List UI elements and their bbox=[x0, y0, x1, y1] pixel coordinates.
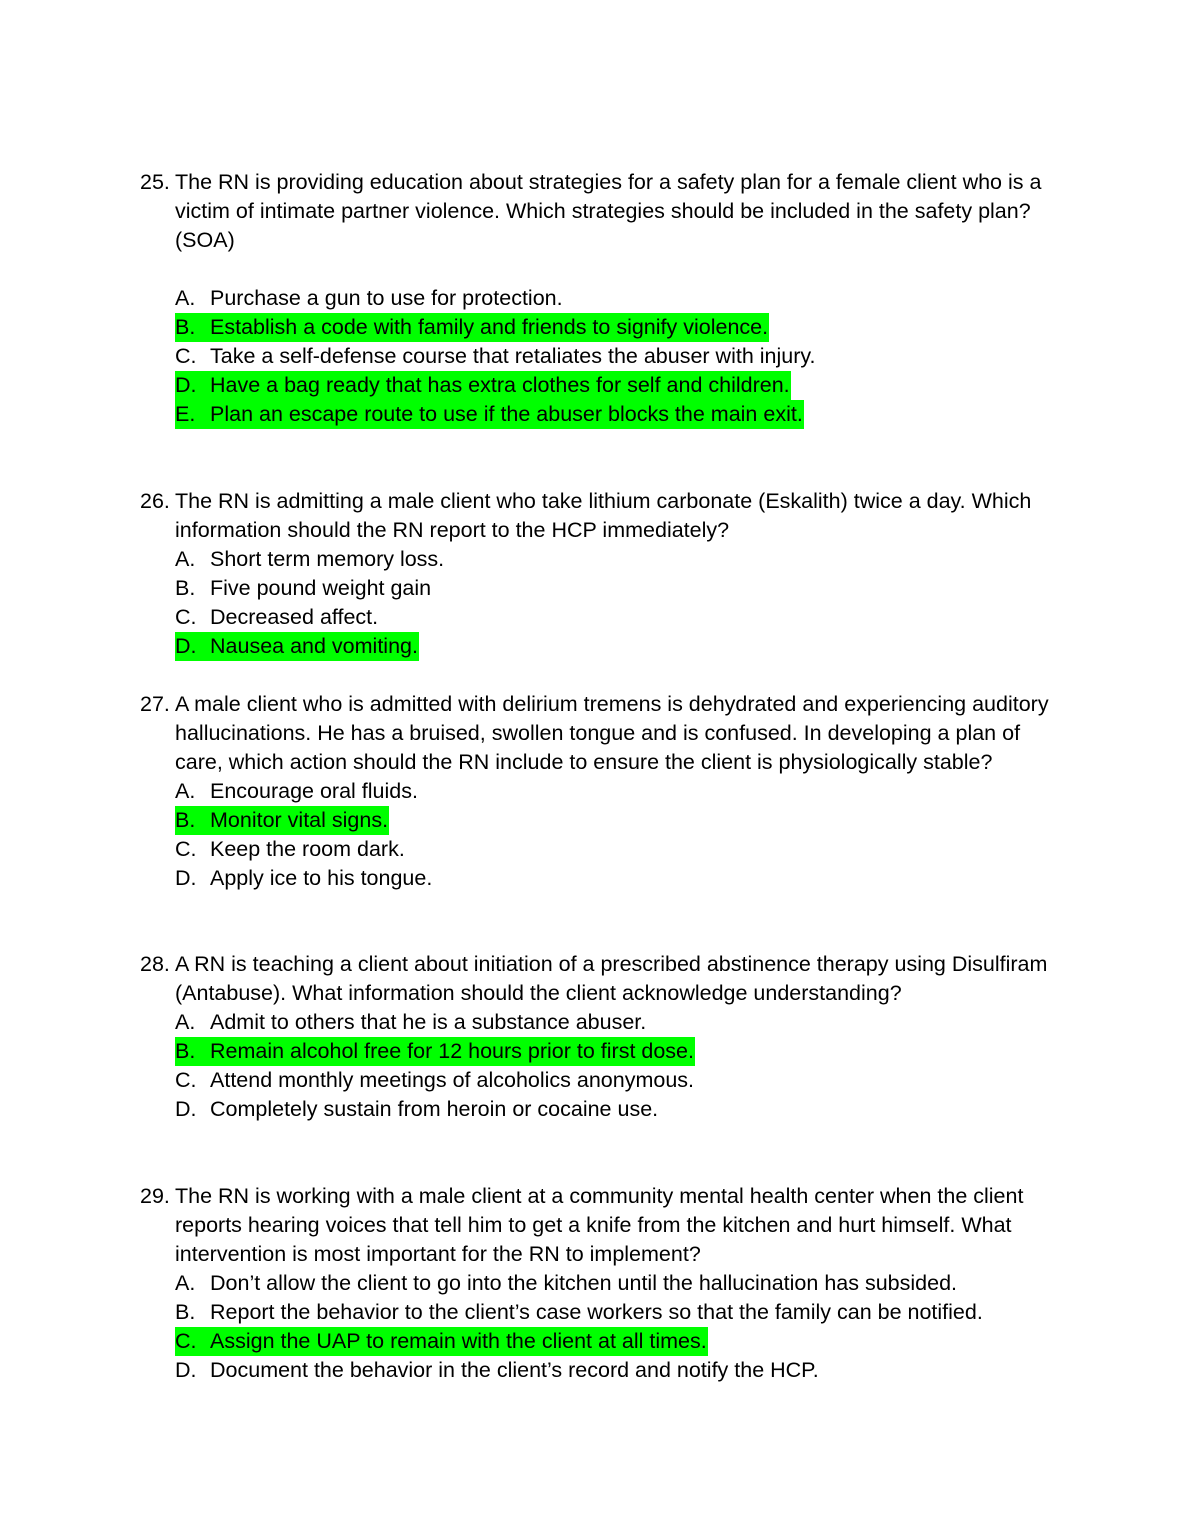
option-letter: A. bbox=[175, 286, 196, 310]
option-a bbox=[175, 1008, 1070, 1037]
option-letter: B. bbox=[175, 1039, 196, 1063]
question-27 bbox=[140, 690, 1070, 893]
option-text: Five pound weight gain bbox=[210, 576, 432, 600]
option-text: Have a bag ready that has extra clothes for self and children. bbox=[210, 373, 790, 397]
option-list bbox=[140, 284, 1070, 429]
option-a bbox=[175, 1269, 1070, 1298]
option-d bbox=[175, 632, 1070, 661]
option-text: Nausea and vomiting. bbox=[210, 634, 418, 658]
option-text: Take a self-defense course that retaliates the abuser with injury. bbox=[210, 344, 816, 368]
option-b bbox=[175, 1298, 1070, 1327]
option-b bbox=[175, 1037, 1070, 1066]
question-25 bbox=[140, 168, 1070, 429]
option-list bbox=[140, 1269, 1070, 1385]
option-text: Encourage oral fluids. bbox=[210, 779, 418, 803]
question-text: The RN is admitting a male client who take lithium carbonate (Eskalith) twice a day. Which information should the RN report to the HCP immediately? bbox=[175, 489, 1032, 542]
option-text: Completely sustain from heroin or cocaine use. bbox=[210, 1097, 659, 1121]
option-c bbox=[175, 342, 1070, 371]
question-text: A RN is teaching a client about initiation of a prescribed abstinence therapy using Disulfiram (Antabuse). What information should the client acknowledge understanding? bbox=[175, 952, 1048, 1005]
question-text: The RN is providing education about strategies for a safety plan for a female client who is a victim of intimate partner violence. Which strategies should be included in the safety plan? (SOA) bbox=[175, 170, 1042, 252]
option-letter: D. bbox=[175, 373, 197, 397]
option-text: Report the behavior to the client’s case workers so that the family can be notified. bbox=[210, 1300, 983, 1324]
question-header bbox=[140, 950, 1070, 1008]
answer-highlight bbox=[175, 806, 389, 835]
option-letter: E. bbox=[175, 402, 196, 426]
option-text: Establish a code with family and friends to signify violence. bbox=[210, 315, 769, 339]
option-text: Assign the UAP to remain with the client at all times. bbox=[210, 1329, 707, 1353]
question-26 bbox=[140, 487, 1070, 661]
option-letter: D. bbox=[175, 1358, 197, 1382]
question-28 bbox=[140, 950, 1070, 1124]
option-a bbox=[175, 545, 1070, 574]
option-list bbox=[140, 1008, 1070, 1124]
answer-highlight bbox=[175, 400, 804, 429]
option-a bbox=[175, 777, 1070, 806]
option-letter: B. bbox=[175, 315, 196, 339]
answer-highlight bbox=[175, 313, 769, 342]
option-letter: D. bbox=[175, 634, 197, 658]
option-c bbox=[175, 835, 1070, 864]
option-letter: C. bbox=[175, 1329, 197, 1353]
option-text: Keep the room dark. bbox=[210, 837, 405, 861]
option-d bbox=[175, 1356, 1070, 1385]
option-letter: C. bbox=[175, 605, 197, 629]
option-letter: D. bbox=[175, 1097, 197, 1121]
option-text: Don’t allow the client to go into the kitchen until the hallucination has subsided. bbox=[210, 1271, 957, 1295]
option-c bbox=[175, 1066, 1070, 1095]
option-text: Decreased affect. bbox=[210, 605, 379, 629]
option-text: Plan an escape route to use if the abuser blocks the main exit. bbox=[210, 402, 803, 426]
option-letter: B. bbox=[175, 808, 196, 832]
option-text: Purchase a gun to use for protection. bbox=[210, 286, 563, 310]
option-text: Short term memory loss. bbox=[210, 547, 445, 571]
answer-highlight bbox=[175, 632, 419, 661]
question-text: The RN is working with a male client at a community mental health center when the client reports hearing voices that tell him to get a knife from the kitchen and hurt himself. What intervention is most important for the RN to implement? bbox=[175, 1184, 1024, 1266]
option-letter: C. bbox=[175, 344, 197, 368]
answer-highlight bbox=[175, 371, 791, 400]
option-c bbox=[175, 603, 1070, 632]
option-text: Admit to others that he is a substance abuser. bbox=[210, 1010, 647, 1034]
question-header bbox=[140, 1182, 1070, 1269]
question-number: 29. bbox=[140, 1184, 170, 1208]
option-letter: A. bbox=[175, 1271, 196, 1295]
option-letter: C. bbox=[175, 837, 197, 861]
question-29 bbox=[140, 1182, 1070, 1385]
option-text: Monitor vital signs. bbox=[210, 808, 389, 832]
question-text: A male client who is admitted with delirium tremens is dehydrated and experiencing auditory hallucinations. He has a bruised, swollen tongue and is confused. In developing a plan of care, which action should the RN include to ensure the client is physiologically stable? bbox=[175, 692, 1049, 774]
question-number: 27. bbox=[140, 692, 170, 716]
option-letter: A. bbox=[175, 547, 196, 571]
option-b bbox=[175, 313, 1070, 342]
option-b bbox=[175, 806, 1070, 835]
question-header bbox=[140, 487, 1070, 545]
question-header bbox=[140, 690, 1070, 777]
question-number: 25. bbox=[140, 170, 170, 194]
option-c bbox=[175, 1327, 1070, 1356]
option-text: Remain alcohol free for 12 hours prior to first dose. bbox=[210, 1039, 694, 1063]
option-letter: A. bbox=[175, 1010, 196, 1034]
option-text: Apply ice to his tongue. bbox=[210, 866, 433, 890]
option-letter: B. bbox=[175, 576, 196, 600]
option-letter: A. bbox=[175, 779, 196, 803]
option-letter: C. bbox=[175, 1068, 197, 1092]
option-list bbox=[140, 545, 1070, 661]
option-d bbox=[175, 864, 1070, 893]
question-number: 26. bbox=[140, 489, 170, 513]
option-b bbox=[175, 574, 1070, 603]
option-d bbox=[175, 371, 1070, 400]
option-list bbox=[140, 777, 1070, 893]
option-d bbox=[175, 1095, 1070, 1124]
answer-highlight bbox=[175, 1037, 695, 1066]
answer-highlight bbox=[175, 1327, 708, 1356]
option-e bbox=[175, 400, 1070, 429]
option-text: Document the behavior in the client’s record and notify the HCP. bbox=[210, 1358, 819, 1382]
option-letter: D. bbox=[175, 866, 197, 890]
option-a bbox=[175, 284, 1070, 313]
question-number: 28. bbox=[140, 952, 170, 976]
question-header bbox=[140, 168, 1070, 255]
option-text: Attend monthly meetings of alcoholics anonymous. bbox=[210, 1068, 695, 1092]
option-letter: B. bbox=[175, 1300, 196, 1324]
